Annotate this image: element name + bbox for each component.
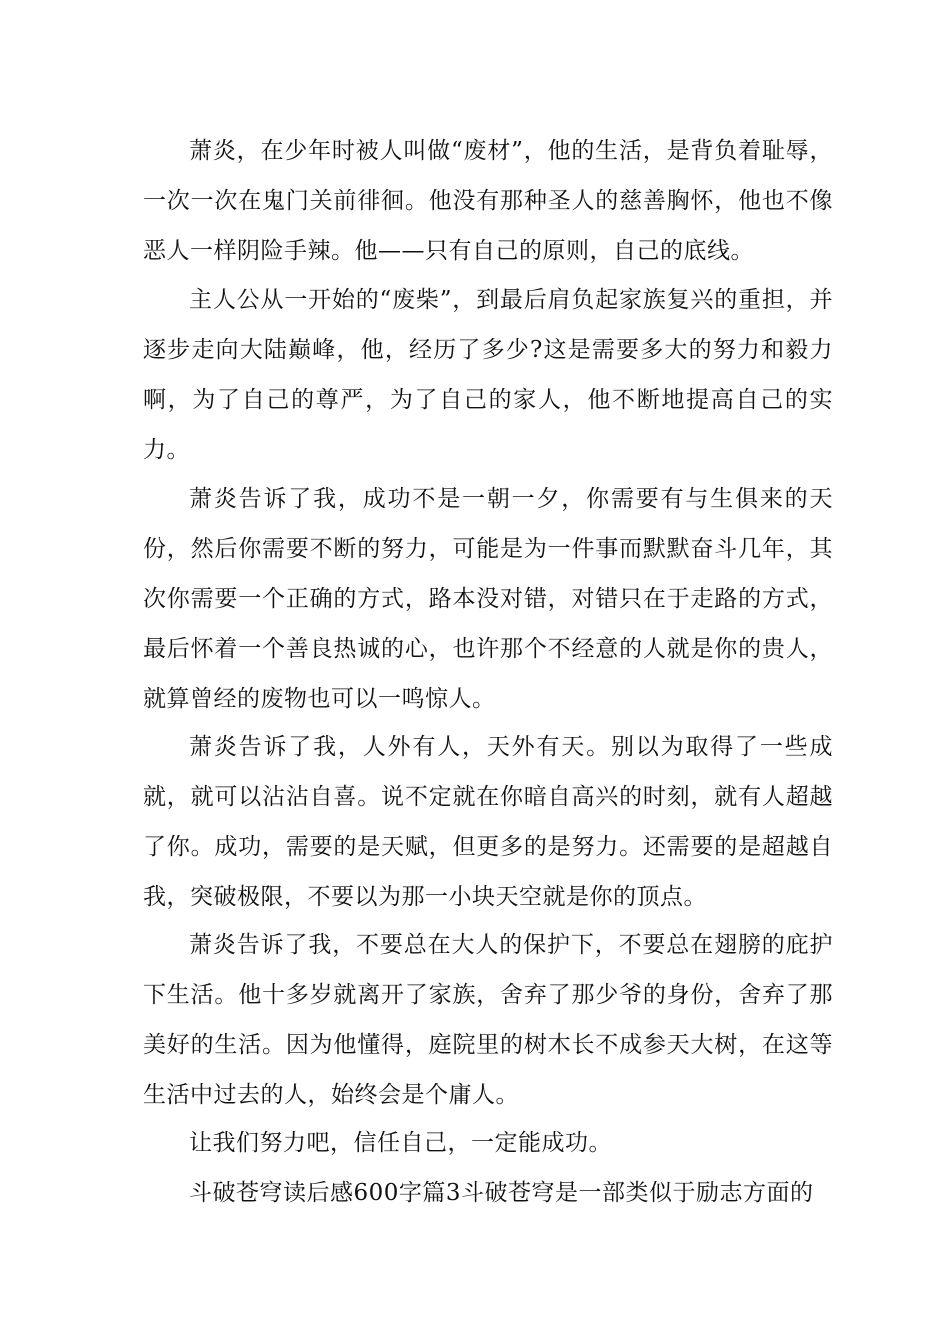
paragraph-2: 主人公从一开始的“废柴”，到最后肩负起家族复兴的重担，并逐步走向大陆巅峰，他，经历了多少?这是需要多大的努力和毅力啊，为了自己的尊严，为了自己的家人，他不断地提高自己的实力。 [143,287,833,463]
paragraph-6: 让我们努力吧，信任自己，一定能成功。 [189,1130,612,1156]
paragraph-1: 萧炎，在少年时被人叫做“废材”，他的生活，是背负着耻辱，一次一次在鬼门关前徘徊。他没有那种圣人的慈善胸怀，他也不像恶人一样阴险手辣。他——只有自己的原则，自己的底线。 [143,138,833,264]
paragraph-5: 萧炎告诉了我，不要总在大人的保护下，不要总在翅膀的庇护下生活。他十多岁就离开了家族，舍弃了那少爷的身份，舍弃了那美好的生活。因为他懂得，庭院里的树木长不成参天大树，在这等生活中过去的人，始终会是个庸人。 [143,932,833,1108]
paragraph-7: 斗破苍穹读后感600字篇3斗破苍穹是一部类似于励志方面的 [189,1180,814,1206]
paragraph-4: 萧炎告诉了我，人外有人，天外有天。别以为取得了一些成就，就可以沾沾自喜。说不定就在你暗自高兴的时刻，就有人超越了你。成功，需要的是天赋，但更多的是努力。还需要的是超越自我，突破极限，不要以为那一小块天空就是你的顶点。 [143,734,833,910]
paragraph-3: 萧炎告诉了我，成功不是一朝一夕，你需要有与生俱来的天份，然后你需要不断的努力，可能是为一件事而默默奋斗几年，其次你需要一个正确的方式，路本没对错，对错只在于走路的方式，最后怀着一个善良热诚的心，也许那个不经意的人就是你的贵人，就算曾经的废物也可以一鸣惊人。 [143,486,833,712]
